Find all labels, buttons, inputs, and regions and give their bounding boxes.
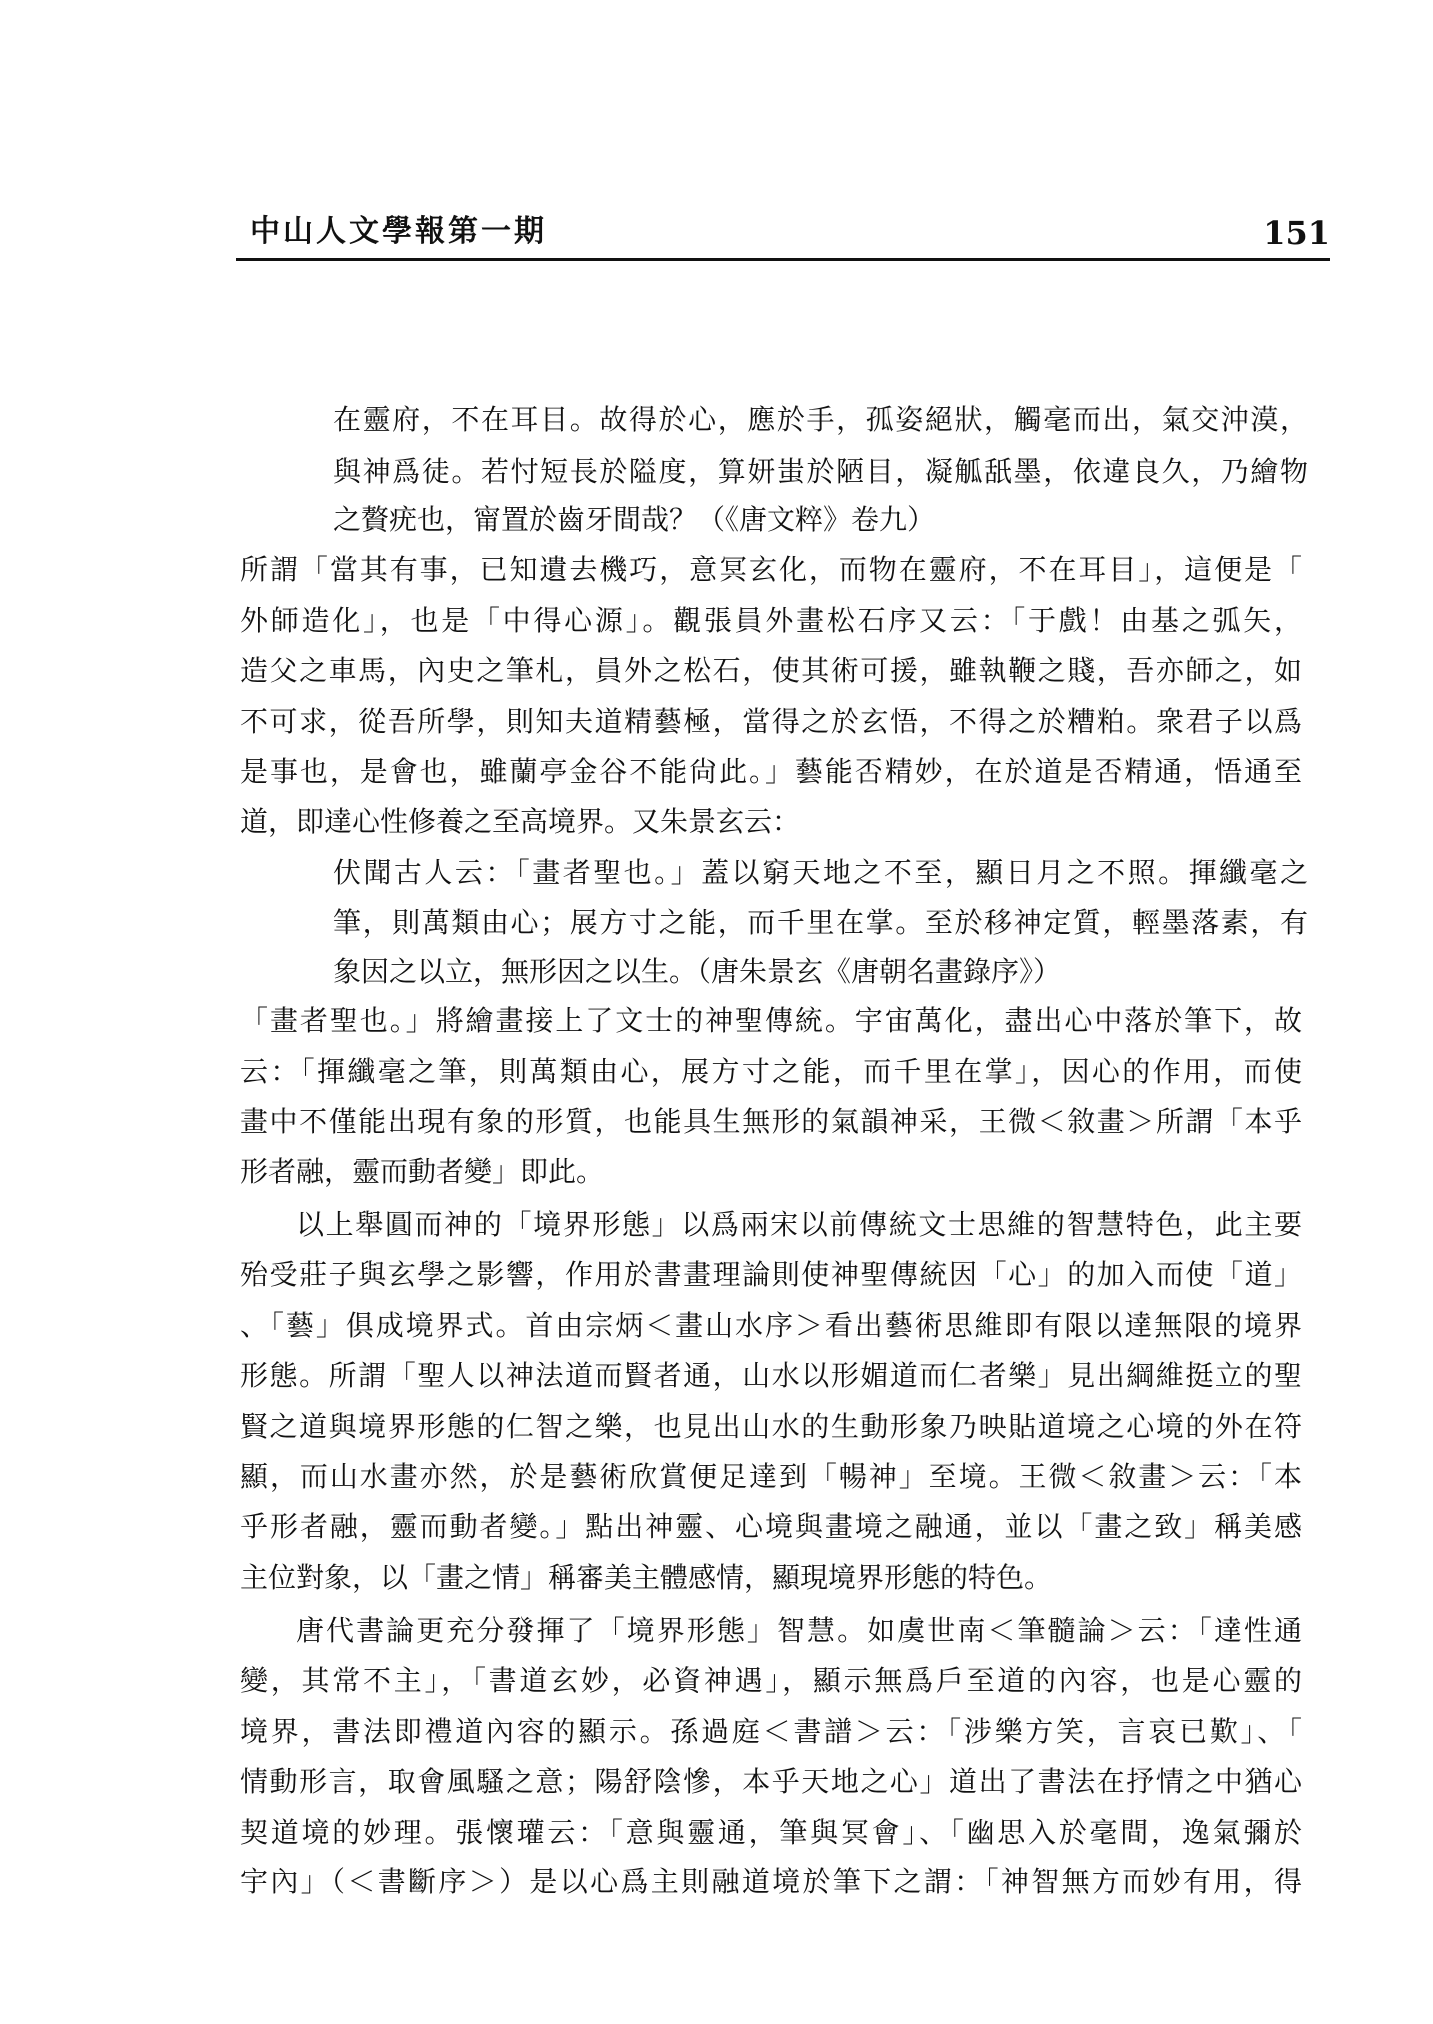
quote-line: 筆，則萬類由心；展方寸之能，而千里在掌。至於移神定質，輕墨落素，有 — [333, 906, 1308, 939]
paragraph-line: 是事也，是會也，雖蘭亭金谷不能尙此。」藝能否精妙，在於道是否精通，悟通至 — [240, 755, 1302, 788]
paragraph-line: 宇內」（＜書斷序＞）是以心爲主則融道境於筆下之謂：「神智無方而妙有用，得 — [240, 1865, 1302, 1898]
paragraph-line: 顯，而山水畫亦然，於是藝術欣賞便足達到「暢神」至境。王微＜敘畫＞云：「本 — [240, 1460, 1302, 1493]
paragraph-line: 外師造化」，也是「中得心源」。觀張員外畫松石序又云：「于戲！由基之弧矢， — [240, 604, 1302, 637]
paragraph-line: 云：「揮纖毫之筆，則萬類由心，展方寸之能，而千里在掌」，因心的作用，而使 — [240, 1055, 1302, 1088]
quote-line: 在靈府，不在耳目。故得於心，應於手，孤姿絕狀，觸毫而出，氣交沖漠， — [333, 403, 1308, 436]
paragraph-line: 形者融，靈而動者變」即此。 — [240, 1155, 605, 1188]
paragraph-line: 、「藝」俱成境界式。首由宗炳＜畫山水序＞看出藝術思維即有限以達無限的境界 — [240, 1309, 1302, 1342]
paragraph-line: 境界，書法即禮道內容的顯示。孫過庭＜書譜＞云：「涉樂方笑，言哀已歎」、「 — [240, 1715, 1302, 1748]
paragraph-line: 不可求，從吾所學，則知夫道精藝極，當得之於玄悟，不得之於糟粕。衆君子以爲 — [240, 705, 1302, 738]
paragraph-line: 畫中不僅能出現有象的形質，也能具生無形的氣韻神采，王微＜敘畫＞所謂「本乎 — [240, 1105, 1302, 1138]
paragraph-line: 變，其常不主」，「書道玄妙，必資神遇」，顯示無爲戶至道的內容，也是心靈的 — [240, 1664, 1302, 1697]
quote-line: 伏聞古人云：「畫者聖也。」蓋以窮天地之不至，顯日月之不照。揮纖毫之 — [333, 856, 1308, 889]
paragraph-line: 所謂「當其有事，已知遺去機巧，意冥玄化，而物在靈府，不在耳目」，這便是「 — [240, 553, 1302, 586]
quote-line: 之贅疣也，甯置於齒牙間哉？（《唐文粹》卷九） — [333, 503, 936, 536]
paragraph-line: 主位對象，以「畫之情」稱審美主體感情，顯現境界形態的特色。 — [240, 1561, 1053, 1594]
paragraph-line: 賢之道與境界形態的仁智之樂，也見出山水的生動形象乃映貼道境之心境的外在符 — [240, 1410, 1302, 1443]
paragraph-line: 契道境的妙理。張懷瓘云：「意與靈通，筆與冥會」、「幽思入於毫間，逸氣彌於 — [240, 1816, 1302, 1849]
paragraph-line: 殆受莊子與玄學之影響，作用於書畫理論則使神聖傳統因「心」的加入而使「道」 — [240, 1258, 1302, 1291]
running-header — [236, 214, 1330, 261]
quote-line: 與神爲徒。若忖短長於隘度，算妍蚩於陋目，凝觚舐墨，依違良久，乃繪物 — [333, 455, 1308, 488]
journal-title: 中山人文學報第一期 — [250, 214, 547, 249]
page-number: 151 — [1263, 214, 1330, 252]
paragraph-line: 「畫者聖也。」將繪畫接上了文士的神聖傳統。宇宙萬化，盡出心中落於筆下，故 — [240, 1004, 1302, 1037]
paragraph-line: 形態。所謂「聖人以神法道而賢者通，山水以形媚道而仁者樂」見出綱維挺立的聖 — [240, 1359, 1302, 1392]
paragraph-line: 以上舉圓而神的「境界形態」以爲兩宋以前傳統文士思維的智慧特色，此主要 — [296, 1208, 1302, 1241]
paragraph-line: 乎形者融，靈而動者變。」點出神靈、心境與畫境之融通，並以「畫之致」稱美感 — [240, 1510, 1302, 1543]
paragraph-line: 道，即達心性修養之至高境界。又朱景玄云： — [240, 805, 801, 838]
quote-line: 象因之以立，無形因之以生。（唐朱景玄《唐朝名畫錄序》） — [333, 955, 1062, 988]
paragraph-line: 造父之車馬，內史之筆札，員外之松石，使其術可援，雖執鞭之賤，吾亦師之，如 — [240, 654, 1302, 687]
paragraph-line: 唐代書論更充分發揮了「境界形態」智慧。如虞世南＜筆髓論＞云：「達性通 — [296, 1614, 1302, 1647]
paragraph-line: 情動形言，取會風騷之意；陽舒陰慘，本乎天地之心」道出了書法在抒情之中猶心 — [240, 1765, 1302, 1798]
